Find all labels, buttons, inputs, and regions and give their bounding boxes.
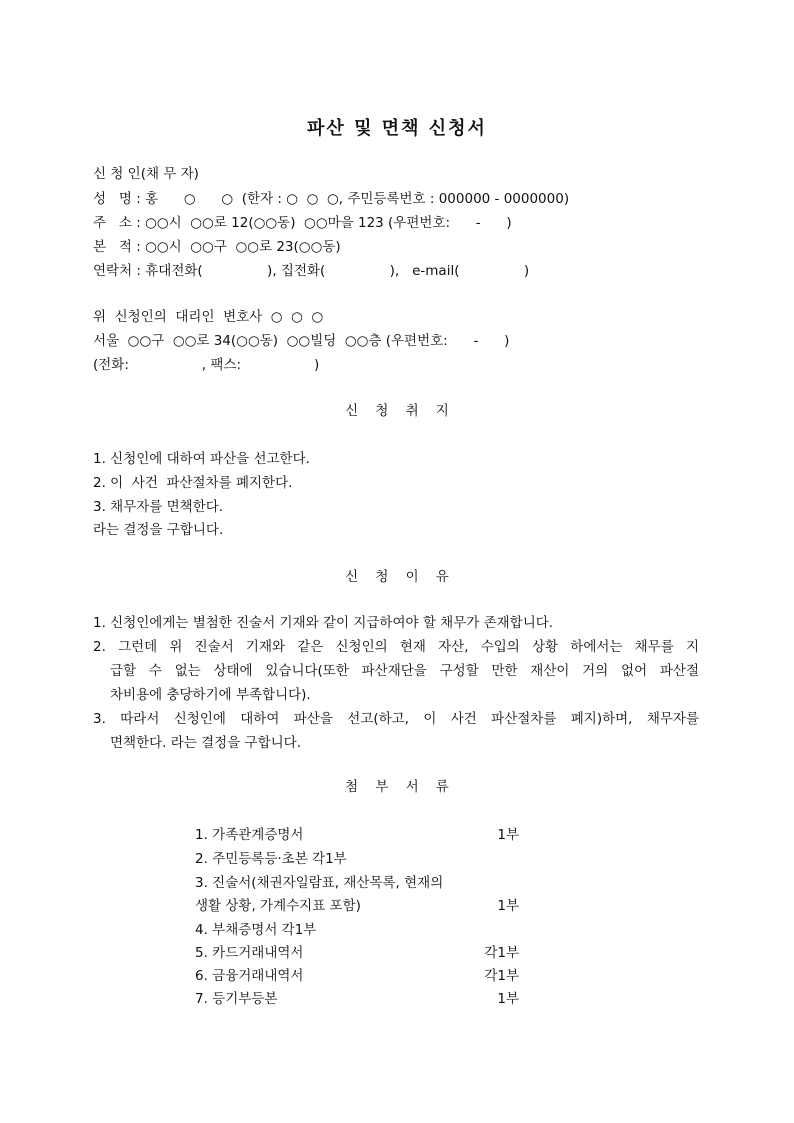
applicant-contact-line: 연락처 : 휴대전화( ), 집전화( ), e-mail( ) [93, 263, 530, 279]
purpose-heading: 신 청 취 지 [345, 403, 449, 419]
applicant-address-line: 주 소 : ○○시 ○○로 12(○○동) ○○마을 123 (우편번호: - ) [93, 215, 512, 231]
attachment-label: 6. 금융거래내역서 [195, 968, 304, 984]
attachment-count: 1부 [497, 991, 519, 1007]
attachment-label: 생활 상황, 가계수지표 포함) [195, 898, 361, 914]
applicant-domicile-line: 본 적 : ○○시 ○○구 ○○로 23(○○동) [93, 239, 341, 255]
attachment-count: 각1부 [484, 945, 519, 961]
applicant-header: 신 청 인(채 무 자) [93, 166, 199, 182]
reasons-item-3-line-2: 면책한다. 라는 결정을 구합니다. [110, 735, 301, 751]
attachment-label: 1. 가족관계증명서 [195, 827, 304, 843]
purpose-item-2: 2. 이 사건 파산절차를 폐지한다. [93, 475, 293, 491]
agent-line-3: (전화: , 팩스: ) [93, 357, 320, 373]
attachment-label: 7. 등기부등본 [195, 991, 278, 1007]
attachments-heading: 첨 부 서 류 [345, 779, 449, 795]
reasons-heading: 신 청 이 유 [345, 569, 449, 585]
reasons-item-3-line-1: 3. 따라서 신청인에 대하여 파산을 선고(하고, 이 사건 파산절차를 폐지)하며, 채무자를 [93, 711, 699, 727]
purpose-item-3: 3. 채무자를 면책한다. [93, 499, 224, 515]
reasons-item-2-line-1: 2. 그런데 위 진술서 기재와 같은 신청인의 현재 자산, 수입의 상황 하에서는 채무를 지 [93, 639, 699, 655]
attachment-label: 4. 부채증명서 각1부 [195, 922, 317, 938]
purpose-closing: 라는 결정을 구합니다. [93, 522, 224, 538]
attachment-label: 5. 카드거래내역서 [195, 945, 304, 961]
attachment-label: 3. 진술서(채권자일람표, 재산목록, 현재의 [195, 875, 444, 891]
agent-line-1: 위 신청인의 대리인 변호사 ○ ○ ○ [93, 309, 324, 325]
attachment-count: 각1부 [484, 968, 519, 984]
document-title: 파산 및 면책 신청서 [307, 118, 487, 139]
attachment-label: 2. 주민등록등·초본 각1부 [195, 851, 347, 867]
reasons-item-2-line-2: 급할 수 없는 상태에 있습니다(또한 파산재단을 구성할 만한 재산이 거의 없어 파산절 [110, 663, 699, 679]
purpose-item-1: 1. 신청인에 대하여 파산을 선고한다. [93, 451, 310, 467]
reasons-item-1: 1. 신청인에게는 별첨한 진술서 기재와 같이 지급하여야 할 채무가 존재합니다. [93, 615, 554, 631]
attachment-count: 1부 [497, 898, 519, 914]
reasons-item-2-line-3: 차비용에 충당하기에 부족합니다). [110, 687, 311, 703]
attachment-count: 1부 [497, 827, 519, 843]
agent-line-2: 서울 ○○구 ○○로 34(○○동) ○○빌딩 ○○층 (우편번호: - ) [93, 333, 510, 349]
applicant-name-line: 성 명 : 홍 ○ ○ (한자 : ○ ○ ○, 주민등록번호 : 000000 - 0000000) [93, 191, 570, 207]
